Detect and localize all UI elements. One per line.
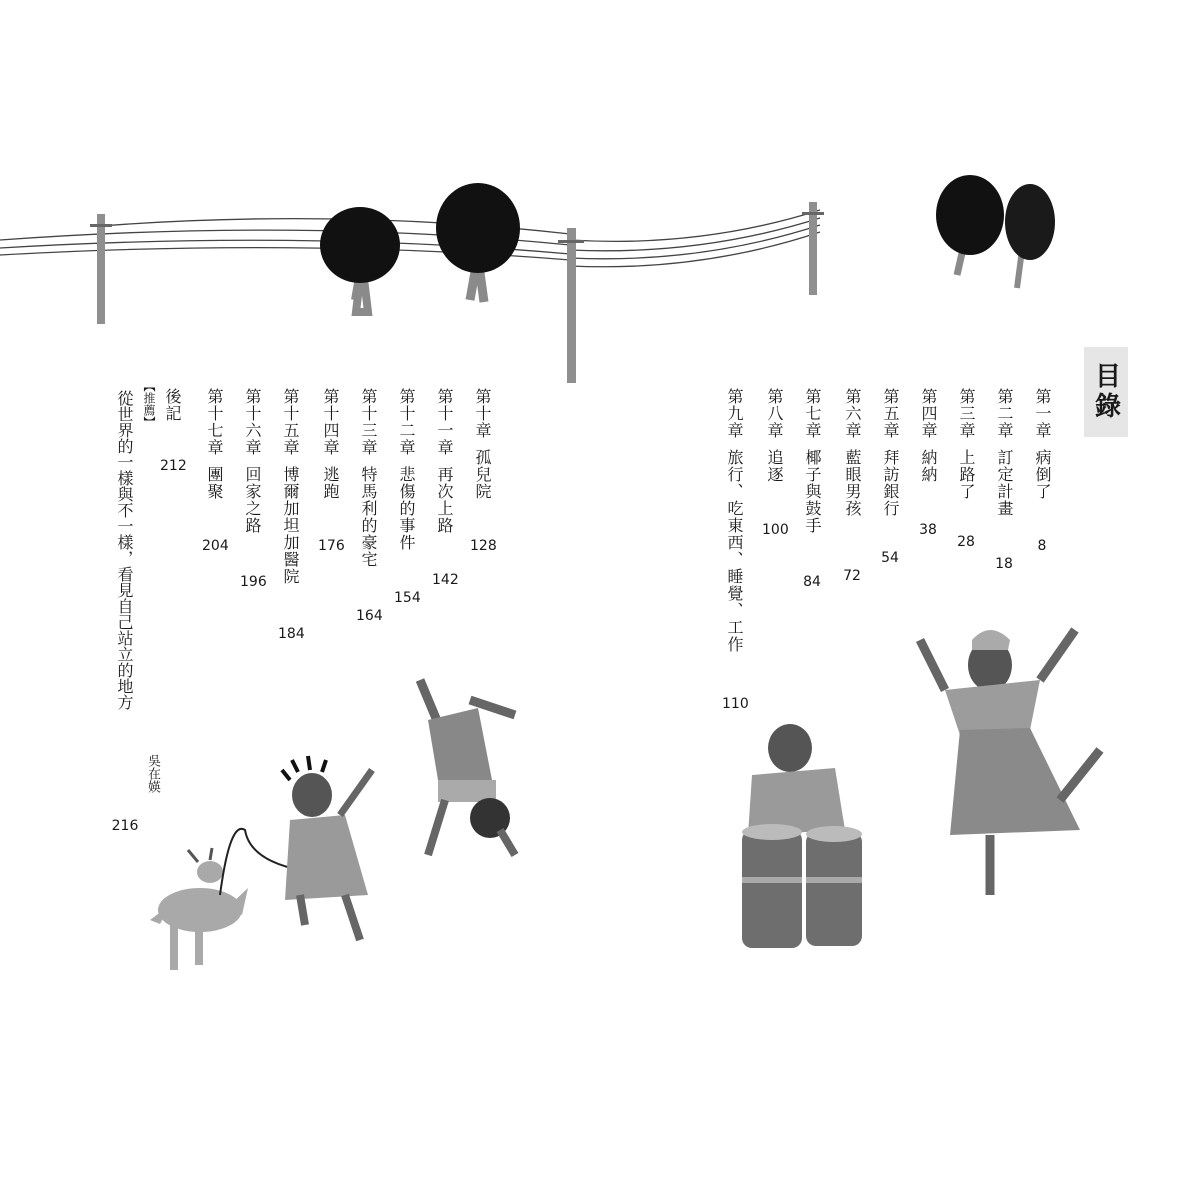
toc-entry xyxy=(878,388,902,566)
toc-entry xyxy=(432,388,459,588)
chapter-number: 第三章 xyxy=(957,388,976,439)
chapter-name: 納納 xyxy=(919,449,938,483)
chapter-name: 逃跑 xyxy=(321,466,340,500)
page-number: 38 xyxy=(919,522,937,538)
toc-entry xyxy=(954,388,978,550)
chapter-name: 旅行、吃東西、睡覺、工作 xyxy=(725,449,744,653)
page-number: 212 xyxy=(160,458,187,474)
chapter-number: 第二章 xyxy=(995,388,1014,439)
goat-icon xyxy=(150,848,248,970)
chapter-name: 孤兒院 xyxy=(473,449,492,500)
power-lines xyxy=(0,210,820,267)
page-number: 142 xyxy=(432,572,459,588)
chapter-name: 博爾加坦加醫院 xyxy=(281,466,300,585)
chapter-number: 第十六章 xyxy=(243,388,262,456)
toc-entry xyxy=(202,388,229,554)
toc-entry xyxy=(318,388,345,554)
chapter-name: 椰子與鼓手 xyxy=(803,449,822,534)
chapter-number: 後記 xyxy=(163,388,182,422)
boy-cartwheel-icon xyxy=(420,680,515,855)
tree-icon xyxy=(936,175,1004,275)
chapter-number: 第九章 xyxy=(725,388,744,439)
chapter-number: 第八章 xyxy=(765,388,784,439)
page-number: 8 xyxy=(1037,538,1047,554)
chapter-name: 特馬利的豪宅 xyxy=(359,466,378,568)
chapter-name: 悲傷的事件 xyxy=(397,466,416,551)
chapter-number: 第六章 xyxy=(843,388,862,439)
page-number: 196 xyxy=(240,574,267,590)
chapter-number: 第五章 xyxy=(881,388,900,439)
page-number: 154 xyxy=(394,590,421,606)
chapter-name: 團聚 xyxy=(205,466,224,500)
toc-entry xyxy=(762,388,789,538)
chapter-number: 第十二章 xyxy=(397,388,416,456)
chapter-name: 追逐 xyxy=(765,449,784,483)
chapter-name: 回家之路 xyxy=(243,466,262,534)
chapter-name: 上路了 xyxy=(957,449,976,500)
recommendation-tag: 【推薦】 xyxy=(142,380,156,428)
chapter-number: 第十七章 xyxy=(205,388,224,456)
chapter-number: 第十章 xyxy=(473,388,492,439)
dancing-woman-icon xyxy=(920,630,1100,895)
recommendation-title: 從世界的一樣與不一樣，看見自己站立的地方 xyxy=(115,390,134,710)
toc-entry xyxy=(800,388,824,590)
chapter-name: 再次上路 xyxy=(435,466,454,534)
page-number: 128 xyxy=(470,538,497,554)
tree-icon xyxy=(1005,184,1055,288)
chapter-name: 訂定計畫 xyxy=(995,449,1014,517)
page-number: 184 xyxy=(278,626,305,642)
toc-entry xyxy=(356,388,383,624)
recommendation-author: 吳在媖 xyxy=(145,754,160,793)
chapter-name: 藍眼男孩 xyxy=(843,449,862,517)
tree-icon xyxy=(436,183,520,302)
toc-entry xyxy=(840,388,864,584)
chapter-number: 第七章 xyxy=(803,388,822,439)
toc-entry xyxy=(1030,388,1054,554)
toc-entry xyxy=(916,388,940,538)
utility-pole-icon xyxy=(802,202,824,295)
toc-entry xyxy=(394,388,421,606)
toc-entry xyxy=(470,388,497,554)
toc-title xyxy=(1084,347,1128,437)
toc-entry xyxy=(278,388,305,642)
page-number: 164 xyxy=(356,608,383,624)
page-number: 28 xyxy=(957,534,975,550)
page-number: 204 xyxy=(202,538,229,554)
tree-icon xyxy=(320,207,400,312)
page-number: 18 xyxy=(995,556,1013,572)
drummer-icon xyxy=(742,724,862,948)
chapter-number: 第十四章 xyxy=(321,388,340,456)
page-number: 176 xyxy=(318,538,345,554)
toc-entry xyxy=(992,388,1016,572)
chapter-number: 第四章 xyxy=(919,388,938,439)
recommendation-page: 216 xyxy=(111,818,139,834)
toc-title-text: 目錄 xyxy=(1090,362,1121,422)
chapter-name: 病倒了 xyxy=(1033,449,1052,500)
chapter-name: 拜訪銀行 xyxy=(881,449,900,517)
toc-entry xyxy=(722,388,749,712)
toc-entry xyxy=(240,388,267,590)
toc-entry xyxy=(160,388,187,474)
chapter-number: 第十三章 xyxy=(359,388,378,456)
utility-pole-icon xyxy=(90,214,112,324)
page-number: 72 xyxy=(843,568,861,584)
page-number: 100 xyxy=(762,522,789,538)
page-number: 84 xyxy=(803,574,821,590)
chapter-number: 第十一章 xyxy=(435,388,454,456)
utility-pole-icon xyxy=(558,228,584,383)
page-number: 110 xyxy=(722,696,749,712)
chapter-number: 第一章 xyxy=(1033,388,1052,439)
chapter-number: 第十五章 xyxy=(281,388,300,456)
girl-running-icon xyxy=(282,756,372,940)
page-number: 54 xyxy=(881,550,899,566)
